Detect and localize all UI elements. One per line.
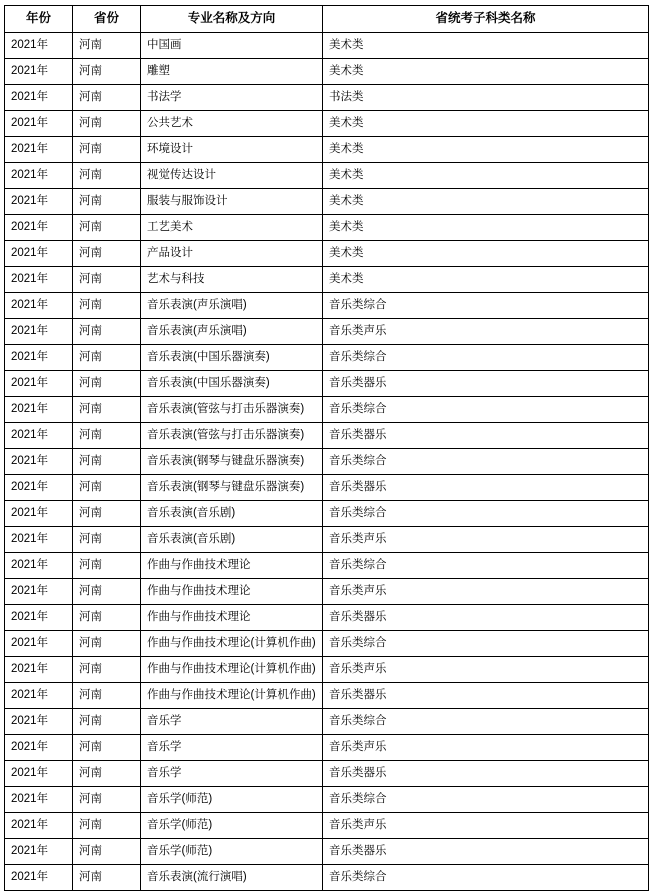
province-cell: 河南 <box>73 787 141 813</box>
year-cell: 2021年 <box>5 397 73 423</box>
major-cell: 音乐表演(音乐剧) <box>141 501 323 527</box>
year-cell: 2021年 <box>5 527 73 553</box>
year-cell: 2021年 <box>5 449 73 475</box>
year-cell: 2021年 <box>5 657 73 683</box>
major-cell: 公共艺术 <box>141 111 323 137</box>
subject-cell: 美术类 <box>323 33 649 59</box>
column-header-subject: 省统考子科类名称 <box>323 6 649 33</box>
year-cell: 2021年 <box>5 267 73 293</box>
subject-cell: 音乐类声乐 <box>323 813 649 839</box>
province-cell: 河南 <box>73 813 141 839</box>
column-header-province: 省份 <box>73 6 141 33</box>
year-cell: 2021年 <box>5 371 73 397</box>
table-row <box>5 189 649 215</box>
year-cell: 2021年 <box>5 59 73 85</box>
major-cell: 作曲与作曲技术理论 <box>141 553 323 579</box>
column-header-year: 年份 <box>5 6 73 33</box>
table-header-row <box>5 6 649 33</box>
subject-cell: 音乐类声乐 <box>323 657 649 683</box>
table-row <box>5 865 649 891</box>
table-row <box>5 345 649 371</box>
province-cell: 河南 <box>73 215 141 241</box>
year-cell: 2021年 <box>5 163 73 189</box>
province-cell: 河南 <box>73 163 141 189</box>
table-row <box>5 579 649 605</box>
year-cell: 2021年 <box>5 293 73 319</box>
province-cell: 河南 <box>73 397 141 423</box>
table-row <box>5 371 649 397</box>
table-row <box>5 59 649 85</box>
year-cell: 2021年 <box>5 761 73 787</box>
province-cell: 河南 <box>73 241 141 267</box>
year-cell: 2021年 <box>5 631 73 657</box>
subject-cell: 音乐类综合 <box>323 865 649 891</box>
year-cell: 2021年 <box>5 787 73 813</box>
table-row <box>5 319 649 345</box>
table-row <box>5 605 649 631</box>
major-cell: 音乐学 <box>141 709 323 735</box>
major-cell: 音乐学(师范) <box>141 839 323 865</box>
major-cell: 作曲与作曲技术理论(计算机作曲) <box>141 683 323 709</box>
major-cell: 音乐表演(钢琴与键盘乐器演奏) <box>141 449 323 475</box>
major-cell: 音乐表演(声乐演唱) <box>141 293 323 319</box>
subject-cell: 美术类 <box>323 163 649 189</box>
table-row <box>5 215 649 241</box>
province-cell: 河南 <box>73 631 141 657</box>
subject-cell: 音乐类器乐 <box>323 761 649 787</box>
major-cell: 作曲与作曲技术理论(计算机作曲) <box>141 657 323 683</box>
subject-cell: 音乐类声乐 <box>323 579 649 605</box>
major-cell: 书法学 <box>141 85 323 111</box>
major-cell: 音乐表演(钢琴与键盘乐器演奏) <box>141 475 323 501</box>
major-cell: 作曲与作曲技术理论 <box>141 605 323 631</box>
table-row <box>5 33 649 59</box>
province-cell: 河南 <box>73 501 141 527</box>
province-cell: 河南 <box>73 371 141 397</box>
table-row <box>5 241 649 267</box>
province-cell: 河南 <box>73 527 141 553</box>
subject-cell: 音乐类综合 <box>323 449 649 475</box>
column-header-major: 专业名称及方向 <box>141 6 323 33</box>
province-cell: 河南 <box>73 709 141 735</box>
province-cell: 河南 <box>73 345 141 371</box>
major-cell: 音乐表演(流行演唱) <box>141 865 323 891</box>
table-row <box>5 813 649 839</box>
subject-cell: 美术类 <box>323 267 649 293</box>
major-cell: 音乐表演(音乐剧) <box>141 527 323 553</box>
subject-cell: 音乐类器乐 <box>323 683 649 709</box>
table-row <box>5 267 649 293</box>
year-cell: 2021年 <box>5 475 73 501</box>
year-cell: 2021年 <box>5 501 73 527</box>
major-cell: 音乐学 <box>141 761 323 787</box>
province-cell: 河南 <box>73 319 141 345</box>
province-cell: 河南 <box>73 657 141 683</box>
province-cell: 河南 <box>73 267 141 293</box>
year-cell: 2021年 <box>5 839 73 865</box>
major-cell: 音乐学 <box>141 735 323 761</box>
major-cell: 服装与服饰设计 <box>141 189 323 215</box>
table-row <box>5 735 649 761</box>
province-cell: 河南 <box>73 111 141 137</box>
year-cell: 2021年 <box>5 423 73 449</box>
year-cell: 2021年 <box>5 683 73 709</box>
table-row <box>5 475 649 501</box>
province-cell: 河南 <box>73 761 141 787</box>
subject-cell: 音乐类综合 <box>323 501 649 527</box>
table-row <box>5 111 649 137</box>
province-cell: 河南 <box>73 579 141 605</box>
year-cell: 2021年 <box>5 579 73 605</box>
subject-cell: 音乐类综合 <box>323 293 649 319</box>
major-cell: 音乐表演(管弦与打击乐器演奏) <box>141 397 323 423</box>
major-cell: 产品设计 <box>141 241 323 267</box>
majors-table <box>4 5 649 891</box>
year-cell: 2021年 <box>5 553 73 579</box>
table-body <box>5 33 649 891</box>
table-row <box>5 397 649 423</box>
subject-cell: 音乐类综合 <box>323 397 649 423</box>
table-row <box>5 163 649 189</box>
table-row <box>5 657 649 683</box>
subject-cell: 美术类 <box>323 241 649 267</box>
year-cell: 2021年 <box>5 345 73 371</box>
table-row <box>5 709 649 735</box>
year-cell: 2021年 <box>5 319 73 345</box>
province-cell: 河南 <box>73 33 141 59</box>
table-row <box>5 137 649 163</box>
province-cell: 河南 <box>73 59 141 85</box>
year-cell: 2021年 <box>5 241 73 267</box>
table-row <box>5 501 649 527</box>
table-row <box>5 631 649 657</box>
subject-cell: 美术类 <box>323 59 649 85</box>
subject-cell: 音乐类综合 <box>323 631 649 657</box>
subject-cell: 美术类 <box>323 189 649 215</box>
year-cell: 2021年 <box>5 137 73 163</box>
table-row <box>5 787 649 813</box>
province-cell: 河南 <box>73 553 141 579</box>
province-cell: 河南 <box>73 293 141 319</box>
subject-cell: 音乐类声乐 <box>323 735 649 761</box>
year-cell: 2021年 <box>5 85 73 111</box>
table-row <box>5 553 649 579</box>
province-cell: 河南 <box>73 449 141 475</box>
subject-cell: 音乐类器乐 <box>323 475 649 501</box>
table-row <box>5 683 649 709</box>
subject-cell: 音乐类声乐 <box>323 527 649 553</box>
major-cell: 视觉传达设计 <box>141 163 323 189</box>
major-cell: 音乐表演(声乐演唱) <box>141 319 323 345</box>
province-cell: 河南 <box>73 189 141 215</box>
province-cell: 河南 <box>73 735 141 761</box>
table-row <box>5 527 649 553</box>
province-cell: 河南 <box>73 865 141 891</box>
province-cell: 河南 <box>73 475 141 501</box>
province-cell: 河南 <box>73 137 141 163</box>
major-cell: 中国画 <box>141 33 323 59</box>
subject-cell: 美术类 <box>323 111 649 137</box>
table-row <box>5 85 649 111</box>
province-cell: 河南 <box>73 605 141 631</box>
major-cell: 工艺美术 <box>141 215 323 241</box>
subject-cell: 音乐类综合 <box>323 553 649 579</box>
subject-cell: 音乐类器乐 <box>323 605 649 631</box>
subject-cell: 美术类 <box>323 215 649 241</box>
subject-cell: 音乐类器乐 <box>323 371 649 397</box>
province-cell: 河南 <box>73 423 141 449</box>
table-row <box>5 761 649 787</box>
province-cell: 河南 <box>73 683 141 709</box>
major-cell: 音乐表演(中国乐器演奏) <box>141 371 323 397</box>
subject-cell: 音乐类声乐 <box>323 319 649 345</box>
year-cell: 2021年 <box>5 735 73 761</box>
major-cell: 雕塑 <box>141 59 323 85</box>
major-cell: 音乐学(师范) <box>141 787 323 813</box>
table-row <box>5 449 649 475</box>
subject-cell: 音乐类综合 <box>323 787 649 813</box>
major-cell: 艺术与科技 <box>141 267 323 293</box>
subject-cell: 书法类 <box>323 85 649 111</box>
year-cell: 2021年 <box>5 111 73 137</box>
major-cell: 音乐表演(中国乐器演奏) <box>141 345 323 371</box>
year-cell: 2021年 <box>5 709 73 735</box>
major-cell: 作曲与作曲技术理论 <box>141 579 323 605</box>
subject-cell: 音乐类综合 <box>323 345 649 371</box>
subject-cell: 音乐类综合 <box>323 709 649 735</box>
year-cell: 2021年 <box>5 33 73 59</box>
table-row <box>5 839 649 865</box>
year-cell: 2021年 <box>5 605 73 631</box>
table-row <box>5 293 649 319</box>
province-cell: 河南 <box>73 839 141 865</box>
table-header <box>5 6 649 33</box>
major-cell: 音乐表演(管弦与打击乐器演奏) <box>141 423 323 449</box>
major-cell: 音乐学(师范) <box>141 813 323 839</box>
major-cell: 作曲与作曲技术理论(计算机作曲) <box>141 631 323 657</box>
province-cell: 河南 <box>73 85 141 111</box>
year-cell: 2021年 <box>5 865 73 891</box>
subject-cell: 音乐类器乐 <box>323 839 649 865</box>
year-cell: 2021年 <box>5 189 73 215</box>
subject-cell: 美术类 <box>323 137 649 163</box>
year-cell: 2021年 <box>5 813 73 839</box>
subject-cell: 音乐类器乐 <box>323 423 649 449</box>
year-cell: 2021年 <box>5 215 73 241</box>
table-row <box>5 423 649 449</box>
major-cell: 环境设计 <box>141 137 323 163</box>
